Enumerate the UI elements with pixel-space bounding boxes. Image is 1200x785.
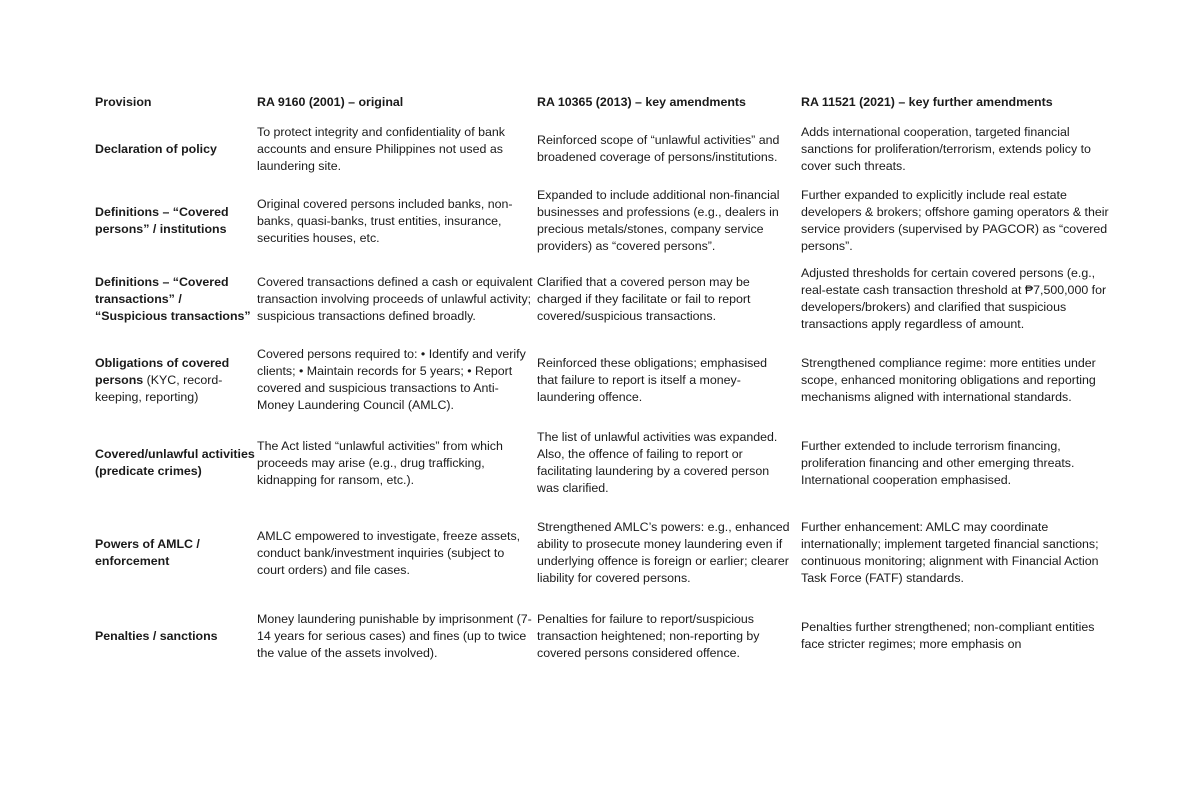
cell-text: Further expanded to explicitly include real estate developers & brokers; offshore gaming operators & their service providers (supervised by PAGCOR) as “covered persons”. <box>801 188 1109 253</box>
cell-text: Clarified that a covered person may be charged if they facilitate or fail to report covered/suspicious transactions. <box>537 274 751 323</box>
row-provision <box>95 117 257 181</box>
header-provision-text: Provision <box>95 94 152 109</box>
provision-label: Penalties / sanctions <box>95 628 218 643</box>
row-ra11521 <box>801 603 1115 669</box>
cell-text: Strengthened compliance regime: more entities under scope, enhanced monitoring obligations and reporting mechanisms aligned with international standards. <box>801 355 1096 404</box>
row-ra10365 <box>537 503 801 603</box>
cell-text: Adds international cooperation, targeted financial sanctions for proliferation/terrorism, extends policy to cover such threats. <box>801 124 1091 173</box>
row-ra9160 <box>257 181 537 261</box>
row-provision <box>95 337 257 423</box>
row-ra10365 <box>537 261 801 337</box>
cell-text: Reinforced scope of “unlawful activities” and broadened coverage of persons/institutions. <box>537 133 780 164</box>
row-ra11521 <box>801 181 1115 261</box>
cell-text: Covered persons required to: • Identify and verify clients; • Maintain records for 5 years; • Report covered and suspicious transactions to Anti-Money Laundering Council (AMLC). <box>257 347 526 412</box>
cell-text: Reinforced these obligations; emphasised that failure to report is itself a money-laundering offence. <box>537 355 768 404</box>
provision-label: Covered/unlawful activities (predicate crimes) <box>95 447 255 478</box>
cell-text: Expanded to include additional non-financial businesses and professions (e.g., dealers in precious metals/stones, company service providers) as “covered persons”. <box>537 188 780 253</box>
provision-label: Declaration of policy <box>95 141 217 156</box>
provision-label: Definitions – “Covered transactions” / “Suspicious transactions” <box>95 274 251 323</box>
comparison-table <box>95 87 1115 669</box>
header-ra10365 <box>537 87 801 117</box>
cell-text: Strengthened AMLC’s powers: e.g., enhanced ability to prosecute money laundering even if underlying offence is foreign or earlier; clearer liability for covered persons. <box>537 520 790 585</box>
cell-text: Adjusted thresholds for certain covered persons (e.g., real-estate cash transaction threshold at ₱7,500,000 for developers/brokers) and clarified that suspicious transactions apply regardless of amount. <box>801 266 1107 331</box>
header-ra10365-text: RA 10365 (2013) – key amendments <box>537 94 746 109</box>
cell-text: Further enhancement: AMLC may coordinate internationally; implement targeted financial sanctions; continuous monitoring; alignment with Financial Action Task Force (FATF) standards. <box>801 520 1099 585</box>
row-ra9160 <box>257 261 537 337</box>
row-ra10365 <box>537 181 801 261</box>
row-provision <box>95 503 257 603</box>
row-ra9160 <box>257 503 537 603</box>
row-ra9160 <box>257 117 537 181</box>
row-ra10365 <box>537 117 801 181</box>
provision-label: Definitions – “Covered persons” / institutions <box>95 205 229 236</box>
header-provision <box>95 87 257 117</box>
row-ra11521 <box>801 261 1115 337</box>
cell-text: Further extended to include terrorism financing, proliferation financing and other emerging threats. International cooperation emphasised. <box>801 438 1075 487</box>
provision-label: Powers of AMLC / enforcement <box>95 537 200 568</box>
row-ra10365 <box>537 337 801 423</box>
provision-label: Obligations of covered persons <box>95 355 230 387</box>
header-ra9160 <box>257 87 537 117</box>
header-ra9160-text: RA 9160 (2001) – original <box>257 94 404 109</box>
cell-text: Penalties further strengthened; non-compliant entities face stricter regimes; more emphasis on <box>801 620 1095 651</box>
row-ra11521 <box>801 503 1115 603</box>
row-provision <box>95 423 257 503</box>
cell-text: The list of unlawful activities was expanded. Also, the offence of failing to report or facilitating laundering by a covered person was clarified. <box>537 430 778 495</box>
cell-text: AMLC empowered to investigate, freeze assets, conduct bank/investment inquiries (subject to court orders) and file cases. <box>257 528 521 577</box>
row-provision <box>95 603 257 669</box>
cell-text: Original covered persons included banks, non-banks, quasi-banks, trust entities, insurance, securities houses, etc. <box>257 196 513 245</box>
cell-text: Penalties for failure to report/suspicious transaction heightened; non-reporting by covered persons considered offence. <box>537 611 760 660</box>
row-ra10365 <box>537 603 801 669</box>
cell-text: To protect integrity and confidentiality of bank accounts and ensure Philippines not used as laundering site. <box>257 124 505 173</box>
row-provision <box>95 181 257 261</box>
row-ra9160 <box>257 337 537 423</box>
row-ra9160 <box>257 423 537 503</box>
row-ra11521 <box>801 117 1115 181</box>
header-ra11521-text: RA 11521 (2021) – key further amendments <box>801 94 1053 109</box>
cell-text: Money laundering punishable by imprisonment (7-14 years for serious cases) and fines (up to twice the value of the assets involved). <box>257 611 532 660</box>
row-provision <box>95 261 257 337</box>
row-ra9160 <box>257 603 537 669</box>
cell-text: The Act listed “unlawful activities” from which proceeds may arise (e.g., drug trafficking, kidnapping for ransom, etc.). <box>257 438 503 487</box>
row-ra10365 <box>537 423 801 503</box>
row-ra11521 <box>801 337 1115 423</box>
row-ra11521 <box>801 423 1115 503</box>
cell-text: Covered transactions defined a cash or equivalent transaction involving proceeds of unlawful activity; suspicious transactions defined broadly. <box>257 274 533 323</box>
header-ra11521 <box>801 87 1115 117</box>
provision-sub: (KYC, record-keeping, reporting) <box>95 372 223 404</box>
